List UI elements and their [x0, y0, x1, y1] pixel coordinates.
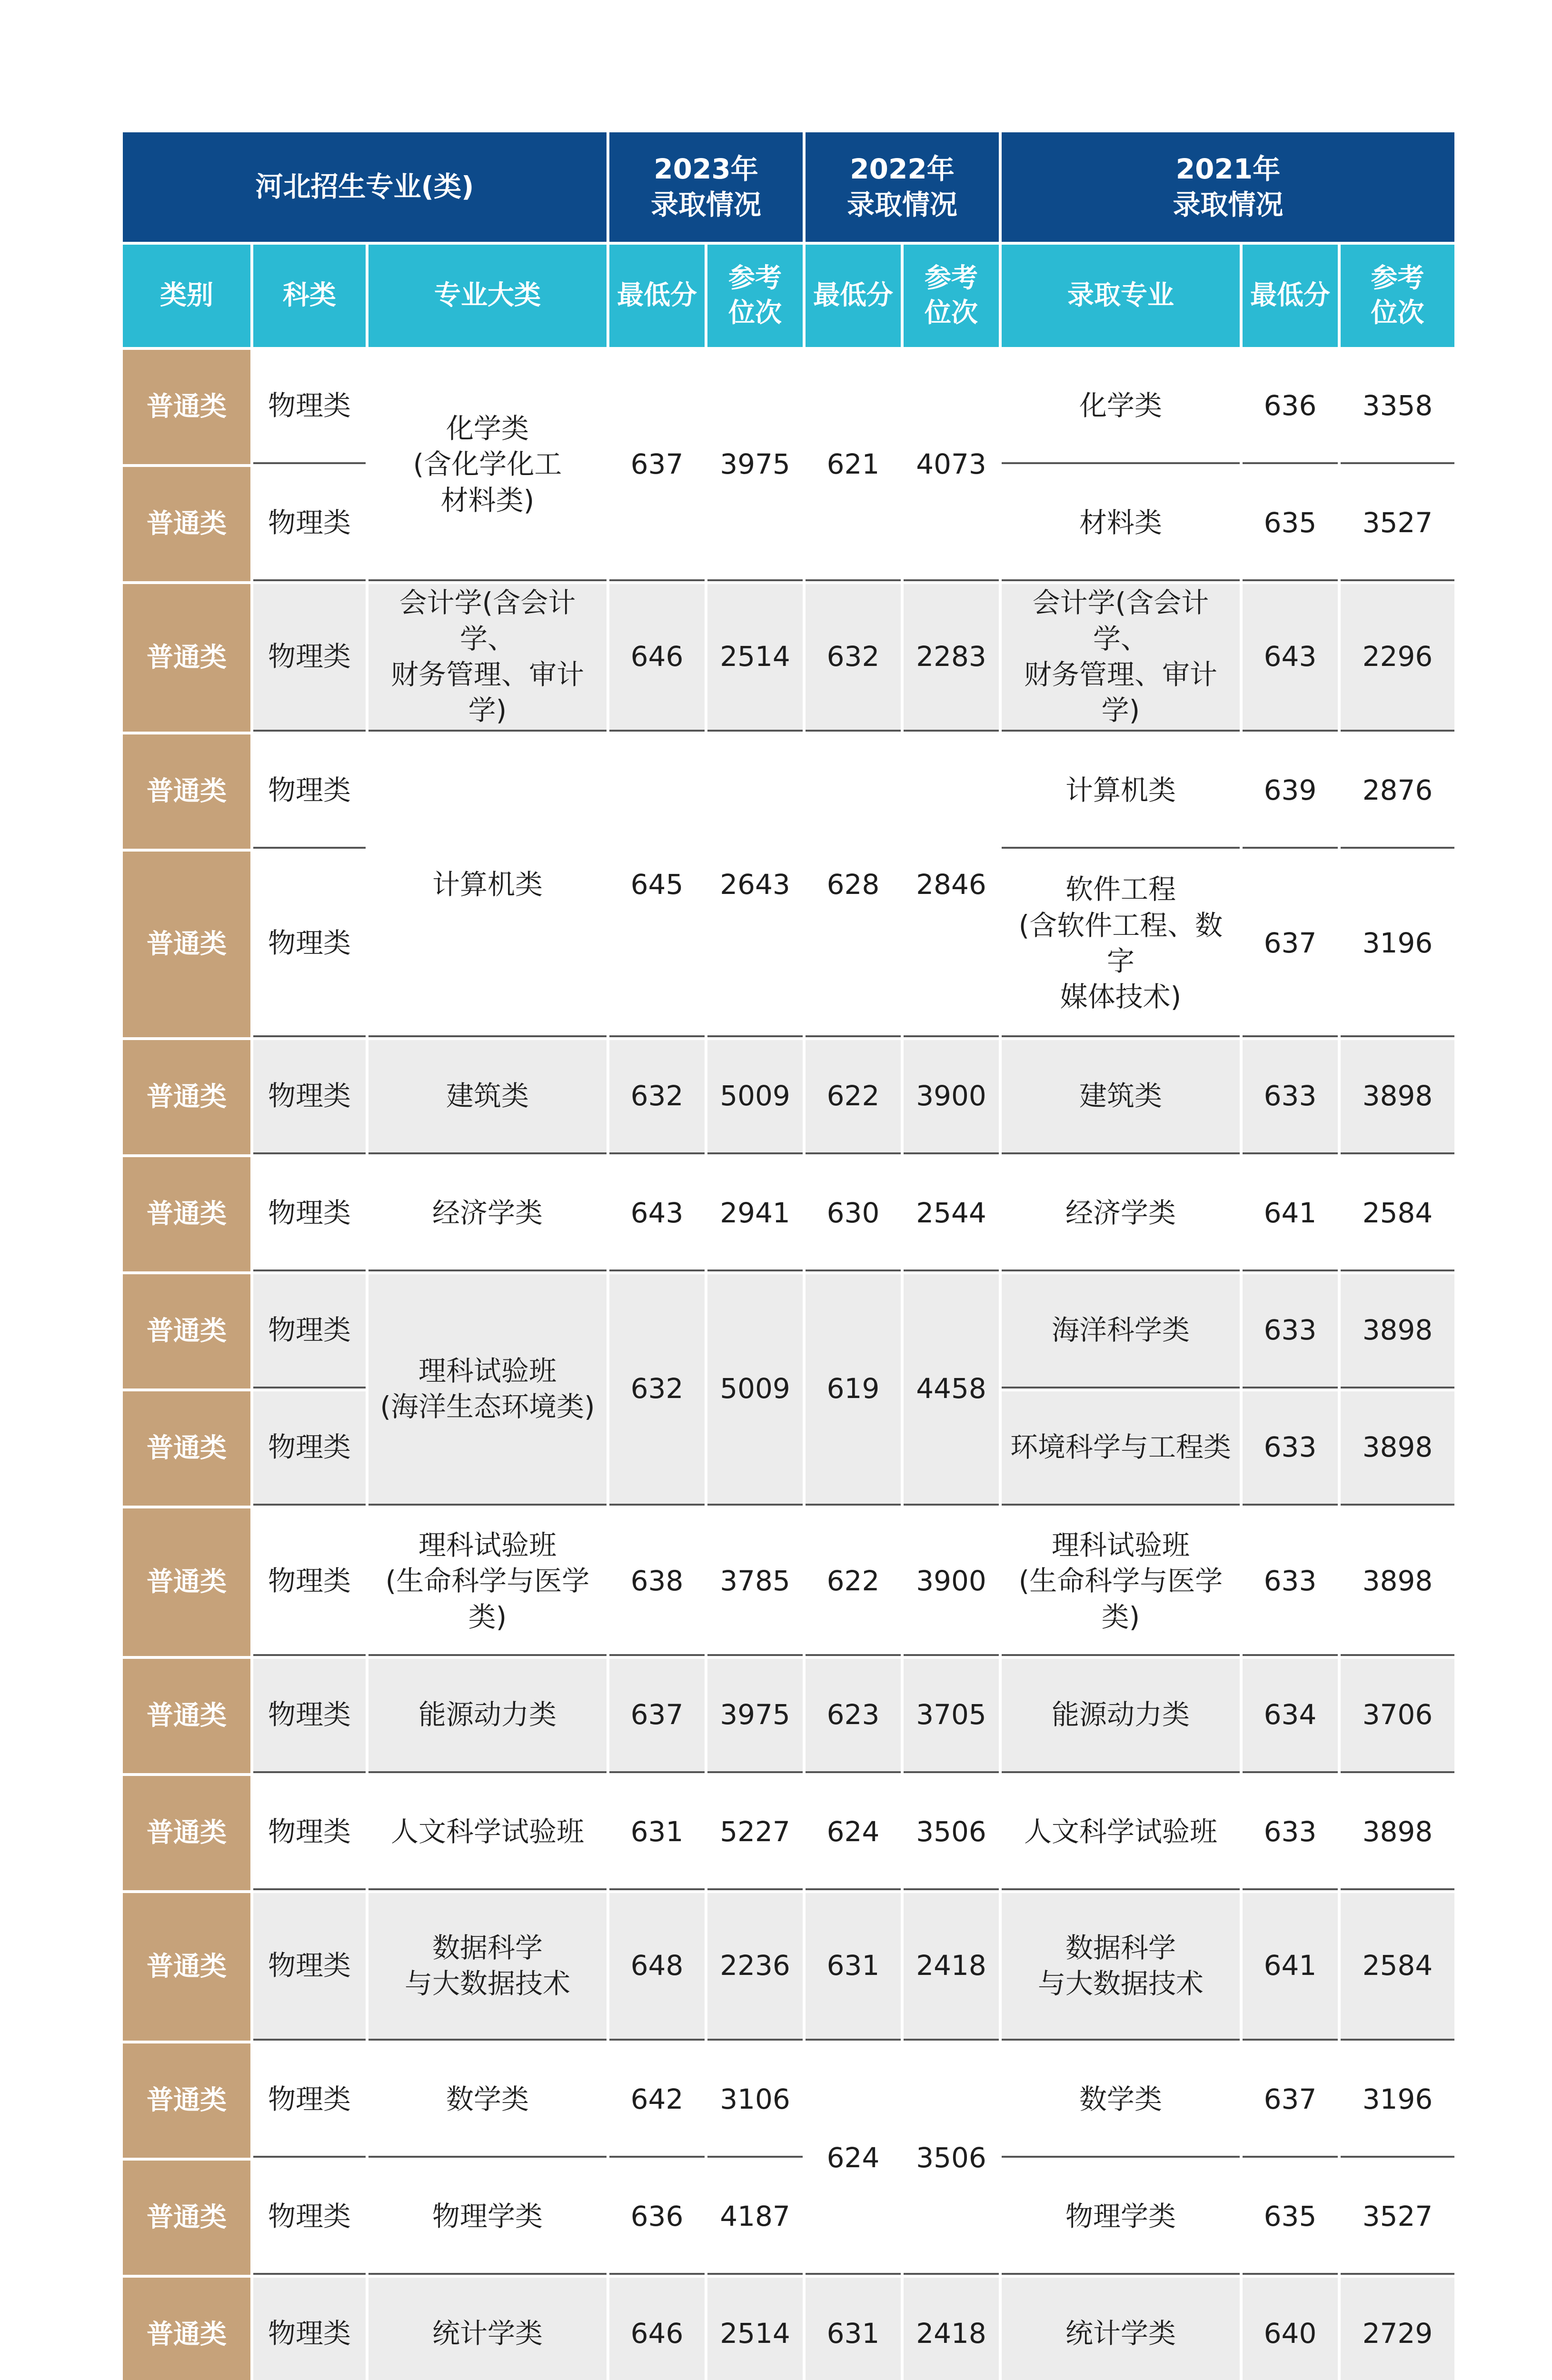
score-2023-cell: 646: [609, 2278, 705, 2380]
score-2022-cell: 624: [806, 1776, 901, 1890]
rank-2022-cell: 3900: [904, 1040, 999, 1154]
rank-2021-cell: 3706: [1341, 1659, 1454, 1773]
subject-cell: 物理类: [253, 2161, 366, 2275]
subject-cell: 物理类: [253, 1893, 366, 2041]
major-group-cell: 经济学类: [368, 1157, 607, 1271]
header-2021: 2021年 录取情况: [1002, 132, 1454, 242]
rank-2021-cell: 2584: [1341, 1893, 1454, 2041]
subheader-rank-2022: 参考 位次: [904, 245, 999, 347]
subheader-min-score-2021: 最低分: [1243, 245, 1338, 347]
major-2021-cell: 能源动力类: [1002, 1659, 1240, 1773]
score-2023-cell: 646: [609, 584, 705, 732]
header-2022: 2022年 录取情况: [806, 132, 999, 242]
major-group-cell: 计算机类: [368, 734, 607, 1037]
rank-2023-cell: 5009: [707, 1274, 803, 1506]
major-2021-cell: 经济学类: [1002, 1157, 1240, 1271]
rank-2021-cell: 3527: [1341, 2161, 1454, 2275]
score-2023-cell: 632: [609, 1040, 705, 1154]
score-2023-cell: 637: [609, 350, 705, 581]
category-cell: 普通类: [123, 1776, 250, 1890]
score-2022-cell: 621: [806, 350, 901, 581]
rank-2021-cell: 3898: [1341, 1040, 1454, 1154]
subject-cell: 物理类: [253, 584, 366, 732]
major-2021-cell: 材料类: [1002, 467, 1240, 581]
score-2023-cell: 636: [609, 2161, 705, 2275]
subheader-major-2021: 录取专业: [1002, 245, 1240, 347]
subject-cell: 物理类: [253, 1391, 366, 1506]
score-2021-cell: 641: [1243, 1893, 1338, 2041]
category-cell: 普通类: [123, 1391, 250, 1506]
subject-cell: 物理类: [253, 350, 366, 464]
rank-2023-cell: 3975: [707, 350, 803, 581]
subheader-major-group: 专业大类: [368, 245, 607, 347]
major-2021-cell: 环境科学与工程类: [1002, 1391, 1240, 1506]
rank-2022-cell: 3900: [904, 1508, 999, 1656]
score-2023-cell: 642: [609, 2043, 705, 2158]
major-group-cell: 理科试验班 (生命科学与医学类): [368, 1508, 607, 1656]
score-2022-cell: 622: [806, 1040, 901, 1154]
score-2023-cell: 638: [609, 1508, 705, 1656]
major-group-cell: 建筑类: [368, 1040, 607, 1154]
rank-2021-cell: 3898: [1341, 1776, 1454, 1890]
rank-2023-cell: 2514: [707, 2278, 803, 2380]
rank-2022-cell: 2544: [904, 1157, 999, 1271]
admission-table: [123, 132, 1433, 2380]
major-group-cell: 统计学类: [368, 2278, 607, 2380]
subject-cell: 物理类: [253, 852, 366, 1037]
header-2023: 2023年 录取情况: [609, 132, 803, 242]
subject-cell: 物理类: [253, 734, 366, 849]
score-2021-cell: 635: [1243, 2161, 1338, 2275]
rank-2022-cell: 4458: [904, 1274, 999, 1506]
major-2021-cell: 计算机类: [1002, 734, 1240, 849]
rank-2022-cell: 2846: [904, 734, 999, 1037]
major-group-cell: 化学类 (含化学化工 材料类): [368, 350, 607, 581]
score-2021-cell: 633: [1243, 1274, 1338, 1388]
subheader-min-score-2022: 最低分: [806, 245, 901, 347]
score-2022-cell: 619: [806, 1274, 901, 1506]
category-cell: 普通类: [123, 1157, 250, 1271]
score-2021-cell: 633: [1243, 1391, 1338, 1506]
rank-2021-cell: 2876: [1341, 734, 1454, 849]
major-group-cell: 会计学(含会计学、 财务管理、审计学): [368, 584, 607, 732]
rank-2022-cell: 2418: [904, 1893, 999, 2041]
rank-2022-cell: 3705: [904, 1659, 999, 1773]
rank-2023-cell: 5227: [707, 1776, 803, 1890]
subject-cell: 物理类: [253, 467, 366, 581]
rank-2023-cell: 3785: [707, 1508, 803, 1656]
score-2022-cell: 630: [806, 1157, 901, 1271]
subject-cell: 物理类: [253, 1776, 366, 1890]
score-2021-cell: 639: [1243, 734, 1338, 849]
subheader-category: 类别: [123, 245, 250, 347]
major-group-cell: 数据科学 与大数据技术: [368, 1893, 607, 2041]
score-2023-cell: 632: [609, 1274, 705, 1506]
score-2023-cell: 648: [609, 1893, 705, 2041]
score-2021-cell: 637: [1243, 2043, 1338, 2158]
subheader-rank-2021: 参考 位次: [1341, 245, 1454, 347]
category-cell: 普通类: [123, 2278, 250, 2380]
rank-2021-cell: 3196: [1341, 852, 1454, 1037]
score-2021-cell: 641: [1243, 1157, 1338, 1271]
score-2021-cell: 636: [1243, 350, 1338, 464]
score-2022-cell: 628: [806, 734, 901, 1037]
score-2023-cell: 643: [609, 1157, 705, 1271]
rank-2023-cell: 3106: [707, 2043, 803, 2158]
header-hebei-major: 河北招生专业(类): [123, 132, 607, 242]
subheader-subject: 科类: [253, 245, 366, 347]
score-2021-cell: 633: [1243, 1776, 1338, 1890]
score-2022-cell: 631: [806, 1893, 901, 2041]
score-2021-cell: 643: [1243, 584, 1338, 732]
category-cell: 普通类: [123, 1508, 250, 1656]
score-2022-cell: 624: [806, 2043, 901, 2275]
major-2021-cell: 人文科学试验班: [1002, 1776, 1240, 1890]
category-cell: 普通类: [123, 584, 250, 732]
rank-2023-cell: 2236: [707, 1893, 803, 2041]
category-cell: 普通类: [123, 467, 250, 581]
score-2023-cell: 637: [609, 1659, 705, 1773]
major-2021-cell: 会计学(含会计学、 财务管理、审计学): [1002, 584, 1240, 732]
rank-2021-cell: 2296: [1341, 584, 1454, 732]
subheader-min-score-2023: 最低分: [609, 245, 705, 347]
score-2023-cell: 645: [609, 734, 705, 1037]
major-2021-cell: 理科试验班 (生命科学与医学类): [1002, 1508, 1240, 1656]
major-2021-cell: 数学类: [1002, 2043, 1240, 2158]
major-2021-cell: 统计学类: [1002, 2278, 1240, 2380]
score-2022-cell: 631: [806, 2278, 901, 2380]
rank-2021-cell: 3898: [1341, 1391, 1454, 1506]
rank-2022-cell: 2418: [904, 2278, 999, 2380]
rank-2021-cell: 3898: [1341, 1274, 1454, 1388]
category-cell: 普通类: [123, 1893, 250, 2041]
rank-2022-cell: 3506: [904, 1776, 999, 1890]
major-2021-cell: 物理学类: [1002, 2161, 1240, 2275]
rank-2021-cell: 3196: [1341, 2043, 1454, 2158]
rank-2023-cell: 2941: [707, 1157, 803, 1271]
category-cell: 普通类: [123, 2161, 250, 2275]
subject-cell: 物理类: [253, 1659, 366, 1773]
score-2021-cell: 640: [1243, 2278, 1338, 2380]
score-2021-cell: 634: [1243, 1659, 1338, 1773]
rank-2023-cell: 4187: [707, 2161, 803, 2275]
major-group-cell: 人文科学试验班: [368, 1776, 607, 1890]
category-cell: 普通类: [123, 1659, 250, 1773]
major-2021-cell: 建筑类: [1002, 1040, 1240, 1154]
subject-cell: 物理类: [253, 2278, 366, 2380]
category-cell: 普通类: [123, 1274, 250, 1388]
rank-2022-cell: 4073: [904, 350, 999, 581]
subject-cell: 物理类: [253, 1508, 366, 1656]
rank-2021-cell: 2584: [1341, 1157, 1454, 1271]
subject-cell: 物理类: [253, 1040, 366, 1154]
rank-2023-cell: 3975: [707, 1659, 803, 1773]
score-2021-cell: 633: [1243, 1508, 1338, 1656]
rank-2023-cell: 5009: [707, 1040, 803, 1154]
category-cell: 普通类: [123, 852, 250, 1037]
score-2021-cell: 635: [1243, 467, 1338, 581]
major-2021-cell: 软件工程 (含软件工程、数字 媒体技术): [1002, 852, 1240, 1037]
rank-2021-cell: 3527: [1341, 467, 1454, 581]
score-2021-cell: 633: [1243, 1040, 1338, 1154]
score-2023-cell: 631: [609, 1776, 705, 1890]
subject-cell: 物理类: [253, 2043, 366, 2158]
subheader-rank-2023: 参考 位次: [707, 245, 803, 347]
score-2021-cell: 637: [1243, 852, 1338, 1037]
subject-cell: 物理类: [253, 1274, 366, 1388]
major-2021-cell: 数据科学 与大数据技术: [1002, 1893, 1240, 2041]
rank-2021-cell: 3898: [1341, 1508, 1454, 1656]
major-group-cell: 数学类: [368, 2043, 607, 2158]
score-2022-cell: 622: [806, 1508, 901, 1656]
category-cell: 普通类: [123, 1040, 250, 1154]
category-cell: 普通类: [123, 2043, 250, 2158]
major-group-cell: 物理学类: [368, 2161, 607, 2275]
rank-2021-cell: 3358: [1341, 350, 1454, 464]
score-2022-cell: 632: [806, 584, 901, 732]
rank-2022-cell: 3506: [904, 2043, 999, 2275]
category-cell: 普通类: [123, 350, 250, 464]
rank-2023-cell: 2643: [707, 734, 803, 1037]
major-2021-cell: 海洋科学类: [1002, 1274, 1240, 1388]
rank-2022-cell: 2283: [904, 584, 999, 732]
score-2022-cell: 623: [806, 1659, 901, 1773]
rank-2023-cell: 2514: [707, 584, 803, 732]
rank-2021-cell: 2729: [1341, 2278, 1454, 2380]
major-group-cell: 理科试验班 (海洋生态环境类): [368, 1274, 607, 1506]
category-cell: 普通类: [123, 734, 250, 849]
major-2021-cell: 化学类: [1002, 350, 1240, 464]
subject-cell: 物理类: [253, 1157, 366, 1271]
major-group-cell: 能源动力类: [368, 1659, 607, 1773]
